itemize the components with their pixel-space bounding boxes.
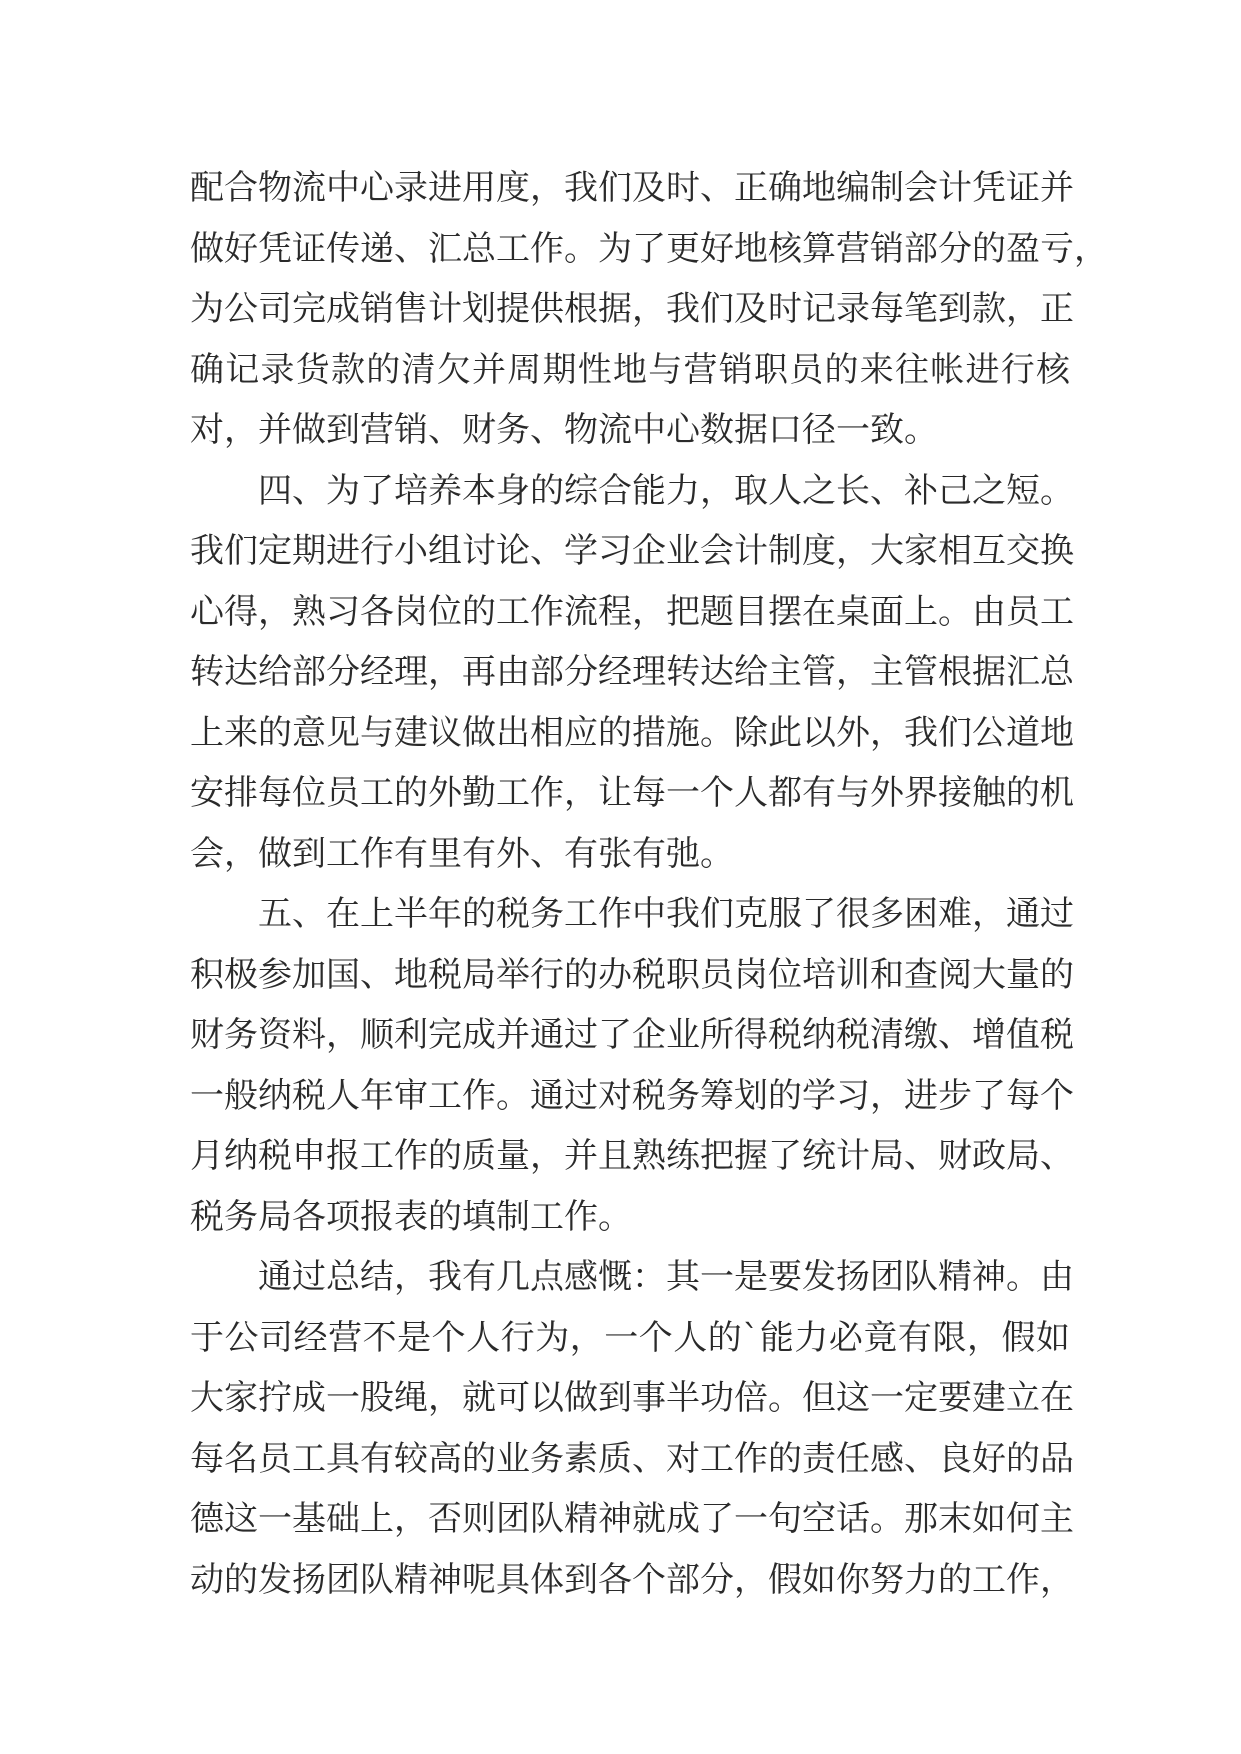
text-line: 每名员工具有较高的业务素质、对工作的责任感、良好的品 bbox=[190, 1438, 1074, 1479]
text-line: 月纳税申报工作的质量，并且熟练把握了统计局、财政局、 bbox=[190, 1136, 1074, 1176]
text-line: 心得，熟习各岗位的工作流程，把题目摆在桌面上。由员工 bbox=[190, 591, 1074, 632]
document-body bbox=[190, 158, 1108, 1610]
paragraph-continued bbox=[190, 158, 1108, 461]
paragraph-five bbox=[190, 884, 1074, 1247]
text-line: 积极参加国、地税局举行的办税职员岗位培训和查阅大量的 bbox=[190, 954, 1074, 995]
text-line: 配合物流中心录进用度，我们及时、正确地编制会计凭证并 bbox=[190, 168, 1074, 208]
text-line: 转达给部分经理，再由部分经理转达给主管，主管根据汇总 bbox=[190, 652, 1074, 692]
text-line: 做好凭证传递、汇总工作。为了更好地核算营销部分的盈亏， bbox=[190, 228, 1108, 269]
text-line: 一般纳税人年审工作。通过对税务筹划的学习，进步了每个 bbox=[190, 1075, 1074, 1116]
text-line: 确记录货款的清欠并周期性地与营销职员的来往帐进行核 bbox=[190, 349, 1070, 390]
text-line: 税务局各项报表的填制工作。 bbox=[190, 1196, 632, 1237]
text-line: 动的发扬团队精神呢具体到各个部分，假如你努力的工作， bbox=[190, 1559, 1074, 1600]
text-line: 德这一基础上，否则团队精神就成了一句空话。那末如何主 bbox=[190, 1499, 1074, 1539]
text-line: 安排每位员工的外勤工作，让每一个人都有与外界接触的机 bbox=[190, 773, 1074, 813]
text-line: 为公司完成销售计划提供根据，我们及时记录每笔到款，正 bbox=[190, 289, 1074, 329]
text-line: 上来的意见与建议做出相应的措施。除此以外，我们公道地 bbox=[190, 712, 1074, 753]
text-line: 通过总结，我有几点感慨：其一是要发扬团队精神。由 bbox=[258, 1257, 1074, 1297]
paragraph-summary bbox=[190, 1247, 1074, 1610]
text-line: 五、在上半年的税务工作中我们克服了很多困难，通过 bbox=[258, 894, 1074, 934]
text-line: 会，做到工作有里有外、有张有弛。 bbox=[190, 833, 734, 874]
text-line: 于公司经营不是个人行为，一个人的`能力必竟有限，假如 bbox=[190, 1317, 1070, 1358]
text-line: 我们定期进行小组讨论、学习企业会计制度，大家相互交换 bbox=[190, 531, 1074, 571]
text-line: 财务资料，顺利完成并通过了企业所得税纳税清缴、增值税 bbox=[190, 1015, 1074, 1055]
text-line: 对，并做到营销、财务、物流中心数据口径一致。 bbox=[190, 410, 938, 450]
paragraph-four bbox=[190, 461, 1074, 885]
text-line: 四、为了培养本身的综合能力，取人之长、补己之短。 bbox=[258, 470, 1074, 511]
text-line: 大家拧成一股绳，就可以做到事半功倍。但这一定要建立在 bbox=[190, 1378, 1074, 1418]
